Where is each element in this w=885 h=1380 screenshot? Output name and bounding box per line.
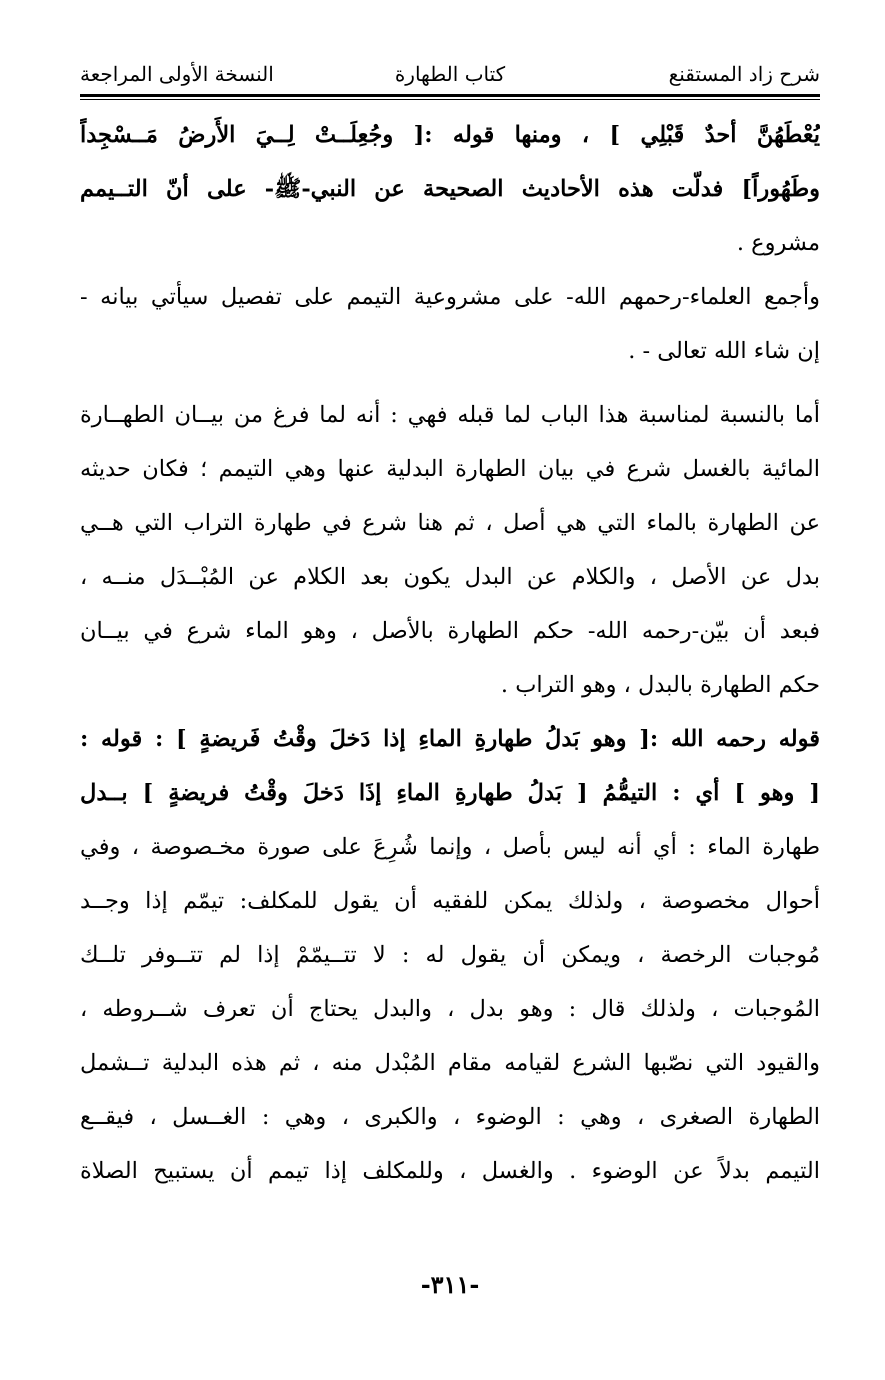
text-line: بدل عن الأصل ، والكلام عن البدل يكون بعد الكلام عن المُبْــدَل منــه ، — [80, 564, 820, 590]
text-line: يُعْطَهُنَّ أحدٌ قَبْلِي ] ، ومنها قوله :[ وجُعِلَــتْ لِــيَ الأَرضُ مَــسْجِداً — [80, 122, 820, 148]
text-line: المُوجبات ، ولذلك قال : وهو بدل ، والبدل يحتاج أن تعرف شــروطه ، — [80, 996, 820, 1022]
text-line: التيمم بدلاً عن الوضوء . والغسل ، وللمكلف إذا تيمم أن يستبيح الصلاة — [80, 1158, 820, 1184]
text-line: قوله رحمه الله :[ وهو بَدلُ طهارةِ الماءِ إذا دَخلَ وقْتُ فَريضةٍ ] : قوله : — [80, 726, 820, 752]
book-page — [80, 40, 820, 1350]
text-line: أحوال مخصوصة ، ولذلك يمكن للفقيه أن يقول للمكلف: تيمّم إذا وجــد — [80, 888, 820, 914]
text-line: المائية بالغسل شرع في بيان الطهارة البدلية عنها وهي التيمم ؛ فكان حديثه — [80, 456, 820, 482]
text-line: مشروع . — [736, 230, 820, 256]
text-line: مُوجبات الرخصة ، ويمكن أن يقول له : لا تتــيمّمْ إذا لم تتــوفر تلــك — [80, 942, 820, 968]
header-book-title: شرح زاد المستقنع — [668, 62, 820, 86]
text-line: أما بالنسبة لمناسبة هذا الباب لما قبله فهي : أنه لما فرغ من بيــان الطهــارة — [80, 402, 820, 428]
text-line: فبعد أن بيّن-رحمه الله- حكم الطهارة بالأصل ، وهو الماء شرع في بيــان — [80, 618, 820, 644]
text-line: والقيود التي نصّبها الشرع لقيامه مقام المُبْدل منه ، ثم هذه البدلية تــشمل — [80, 1050, 820, 1076]
text-line: وطَهُوراً] فدلّت هذه الأحاديث الصحيحة عن النبي-ﷺ- على أنّ التــيمم — [80, 176, 820, 202]
text-line: طهارة الماء : أي أنه ليس بأصل ، وإنما شُرِعَ على صورة مخـصوصة ، وفي — [80, 834, 820, 860]
text-line: الطهارة الصغرى ، وهي : الوضوء ، والكبرى ، وهي : الغــسل ، فيقــع — [80, 1104, 820, 1130]
header-chapter: كتاب الطهارة — [394, 62, 506, 86]
header-rule-thick — [80, 94, 820, 97]
text-line: عن الطهارة بالماء التي هي أصل ، ثم هنا شرع في طهارة التراب التي هــي — [80, 510, 820, 536]
page-number: -٣١١- — [420, 1270, 480, 1299]
text-line: حكم الطهارة بالبدل ، وهو التراب . — [500, 672, 820, 698]
page-body — [80, 108, 820, 1198]
header-edition: النسخة الأولى المراجعة — [80, 62, 274, 86]
text-line: [ وهو ] أي : التيمُّمُ [ بَدلُ طهارةِ الماءِ إذَا دَخلَ وقْتُ فريضةٍ ] بــدل — [80, 780, 820, 806]
header-rule-thin — [80, 99, 820, 100]
running-header — [80, 54, 820, 94]
text-line: وأجمع العلماء-رحمهم الله- على مشروعية التيمم على تفصيل سيأتي بيانه - — [80, 284, 820, 310]
text-line: إن شاء الله تعالى - . — [628, 338, 820, 364]
